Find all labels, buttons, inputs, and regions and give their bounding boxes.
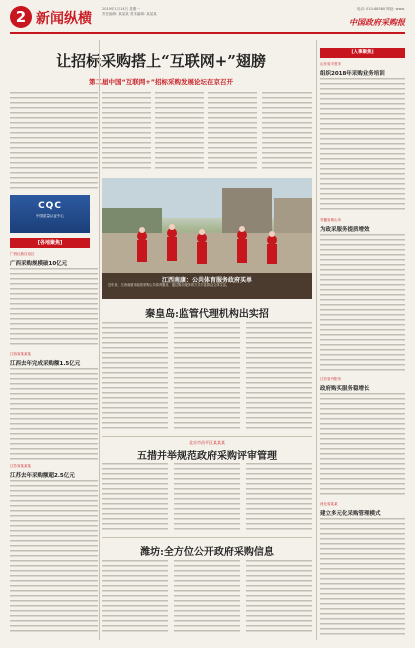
article-headline: 潍坊:全方位公开政府采购信息	[140, 547, 274, 558]
article-body	[246, 463, 312, 533]
masthead	[0, 0, 415, 40]
right-column-tag: [人事聚焦]	[320, 48, 405, 58]
right-item-head: 政府购买服务稳增长	[320, 386, 370, 392]
article-body	[102, 560, 168, 635]
cqc-subtitle: 中国质量认证中心	[36, 214, 64, 218]
contact-line: 电话: 010-68580 网址: www.	[356, 7, 405, 11]
article-headline: 秦皇岛:监管代理机构出实招	[145, 309, 269, 320]
sidebar-item-head: 广西采购规模破10亿元	[10, 261, 68, 267]
right-item-label: 山东省平度市	[320, 62, 341, 66]
article-kicker: 北京市昌平区某某某	[189, 440, 225, 445]
article-body	[102, 322, 168, 432]
article-body	[174, 560, 240, 635]
cqc-advertisement	[10, 195, 90, 233]
photo-caption-title: 江西南康：公共体育服务政府买单	[161, 277, 252, 284]
right-item-head: 为政采服务提质增效	[320, 227, 370, 233]
sidebar-section-tag: [各地聚焦]	[10, 238, 90, 248]
sidebar-item-label: 江西省某某某	[10, 352, 31, 356]
sidebar-item-head: 江西去年完成采购额1.5亿元	[10, 361, 81, 367]
newspaper-brand: 中国政府采购报	[349, 17, 405, 27]
right-item-body	[320, 234, 405, 372]
photo-illustration	[102, 178, 312, 273]
sidebar-item-label: 广西壮族自治区	[10, 252, 35, 256]
sidebar-item-body	[10, 480, 98, 635]
column-divider	[99, 40, 100, 640]
sidebar-item-body	[10, 268, 98, 348]
lead-headline: 让招标采购搭上“互联网+”翅膀	[56, 52, 266, 70]
right-item-label: 河北省某某	[320, 502, 338, 506]
article-headline: 五措并举规范政府采购评审管理	[137, 451, 277, 462]
article-body	[102, 463, 168, 533]
right-item-head: 建立多元化采购管理模式	[320, 511, 381, 517]
right-item-body	[320, 518, 405, 635]
masthead-rule	[10, 32, 405, 34]
lead-body-left	[10, 92, 98, 190]
lead-body-col-3	[208, 92, 257, 172]
photo-caption	[102, 273, 312, 299]
sidebar-item-head: 江苏去年采购额超2.5亿元	[10, 473, 75, 479]
right-item-label: 安徽省黄山市	[320, 218, 341, 222]
issue-meta	[102, 7, 157, 17]
article-body	[174, 463, 240, 533]
news-photo	[102, 178, 312, 273]
column-divider	[316, 40, 317, 640]
issue-date: 2019年1月14日 星期一	[102, 7, 140, 11]
photo-caption-text: 近年来，江西南康市政府采购公共体育服务，通过购买服务的方式丰富群众文体生活。	[108, 283, 230, 287]
article-body	[246, 322, 312, 432]
section-title: 新闻纵横	[36, 11, 92, 27]
article-divider	[102, 436, 312, 437]
editor-credits: 责任编辑: 某某某 美术编辑: 某某某	[102, 12, 157, 16]
cqc-logo: CQC	[38, 201, 62, 211]
right-item-body	[320, 78, 405, 213]
right-item-label: 江苏省丹阳市	[320, 377, 341, 381]
lead-subhead: 第二届中国“互联网+”招标采购发展论坛在京召开	[89, 78, 233, 86]
lead-body-col-2	[155, 92, 204, 172]
right-item-body	[320, 393, 405, 497]
lead-body-col-1	[102, 92, 151, 172]
section-number-badge: 2	[10, 6, 32, 28]
article-divider	[102, 537, 312, 538]
article-body	[246, 560, 312, 635]
lead-body-col-4	[262, 92, 312, 172]
article-body	[174, 322, 240, 432]
sidebar-item-body	[10, 368, 98, 460]
right-item-head: 组织2018年采购业务培训	[320, 71, 385, 77]
sidebar-item-label: 江苏省某某某	[10, 464, 31, 468]
contact-info	[357, 7, 405, 12]
